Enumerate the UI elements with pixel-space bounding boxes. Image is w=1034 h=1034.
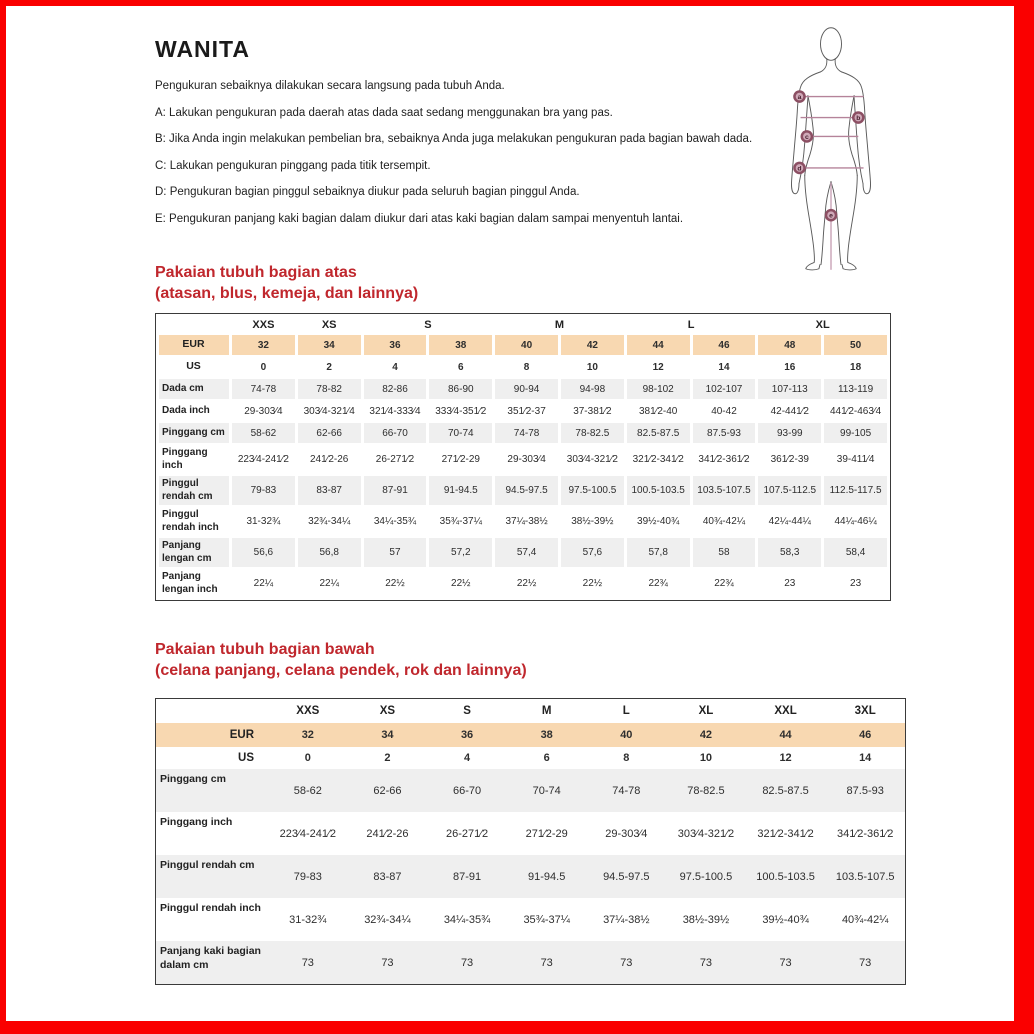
size-value-cell: 91-94.5 (507, 855, 587, 898)
instruction-line: Pengukuran sebaiknya dilakukan secara langsung pada tubuh Anda. (155, 80, 505, 92)
size-header-row (156, 699, 905, 723)
size-value-cell: 94-98 (561, 379, 624, 399)
size-value-cell: 79-83 (268, 855, 348, 898)
section-title-line: (atasan, blus, kemeja, dan lainnya) (155, 285, 419, 302)
right-inner-leg (831, 182, 841, 265)
size-value-cell: 32 (232, 335, 295, 355)
size-value-cell: 38½-39½ (682, 913, 730, 926)
size-value-cell: 39½-40¾ (637, 516, 680, 527)
size-value-cell: 42 (666, 723, 746, 747)
size-value-cell: 83-87 (298, 476, 361, 505)
size-group-header: 3XL (854, 705, 876, 717)
table-row (159, 507, 887, 536)
size-value-cell: 38 (507, 723, 587, 747)
row-label: Pinggul rendah inch (162, 509, 219, 533)
size-value-cell: 333⁄4-351⁄2 (435, 405, 487, 417)
svg-text:c: c (804, 133, 809, 141)
table-row (156, 723, 905, 747)
size-value-cell: 351⁄2-37 (507, 405, 546, 417)
size-value-cell: 50 (824, 335, 887, 355)
size-value-cell: 97.5-100.5 (561, 476, 624, 505)
size-value-cell: 26-271⁄2 (375, 454, 415, 465)
size-value-cell: 70-74 (429, 423, 492, 443)
size-value-cell: 32¾-34¼ (364, 913, 411, 926)
size-value-cell: 97.5-100.5 (666, 855, 746, 898)
table-row (156, 898, 905, 941)
table-row (156, 855, 905, 898)
table-row (159, 445, 887, 474)
size-value-cell: 73 (427, 941, 507, 984)
row-label: US (238, 751, 254, 764)
size-value-cell: 93-99 (758, 423, 821, 443)
size-value-cell: 22½ (516, 578, 537, 589)
size-value-cell: 73 (268, 941, 348, 984)
section-title-line: Pakaian tubuh bagian bawah (155, 641, 375, 658)
size-value-cell: 58-62 (268, 769, 348, 812)
size-value-cell: 70-74 (507, 769, 587, 812)
size-value-cell: 14 (718, 361, 730, 373)
svg-text:e: e (829, 212, 833, 220)
corner-cell (159, 316, 229, 333)
row-label: Pinggul rendah cm (156, 855, 268, 898)
size-value-cell: 82.5-87.5 (627, 423, 690, 443)
size-value-cell: 223⁄4-241⁄2 (237, 454, 289, 465)
section-title-line: (celana panjang, celana pendek, rok dan lainnya) (155, 662, 527, 679)
size-value-cell: 2 (326, 361, 332, 373)
size-value-cell: 42 (561, 335, 624, 355)
size-value-cell: 39½-40¾ (762, 913, 809, 926)
corner-cell (156, 699, 268, 723)
size-value-cell: 32¾-34¼ (308, 516, 351, 527)
size-value-cell: 22¾ (648, 578, 668, 589)
size-value-cell: 56,6 (232, 538, 295, 567)
size-value-cell: 40¾-42¼ (702, 516, 746, 527)
size-value-cell: 74-78 (587, 769, 667, 812)
svg-text:b: b (856, 115, 861, 123)
table-row (159, 569, 887, 598)
row-label: EUR (156, 723, 268, 747)
size-value-cell: 22½ (582, 578, 603, 589)
size-value-cell: 381⁄2-40 (638, 405, 678, 417)
size-value-cell: 12 (779, 752, 792, 764)
size-value-cell: 94.5-97.5 (587, 855, 667, 898)
size-value-cell: 241⁄2-26 (310, 454, 349, 465)
size-group-header: XS (379, 705, 396, 717)
size-value-cell: 100.5-103.5 (627, 476, 690, 505)
size-value-cell: 56,8 (298, 538, 361, 567)
size-value-cell: 22½ (385, 578, 405, 589)
size-group-header: S (424, 318, 432, 331)
upper-body-section-title (155, 262, 418, 304)
size-value-cell: 22½ (451, 578, 471, 589)
instruction-line: D: Pengukuran bagian pinggul sebaiknya diukur pada seluruh bagian pinggul Anda. (155, 186, 580, 198)
size-value-cell: 87.5-93 (825, 769, 905, 812)
size-value-cell: 102-107 (693, 379, 756, 399)
marker-c (801, 130, 814, 143)
size-value-cell: 103.5-107.5 (825, 855, 905, 898)
size-value-cell: 66-70 (427, 769, 507, 812)
size-value-cell: 40-42 (711, 405, 737, 417)
size-value-cell: 34 (298, 335, 361, 355)
right-arm-outline (842, 72, 871, 194)
row-label: Panjang lengan cm (159, 538, 229, 567)
row-label: Dada inch (162, 404, 210, 416)
body-measurement-figure (776, 22, 886, 274)
size-value-cell: 35¾-37¼ (523, 913, 570, 926)
size-value-cell: 57,8 (627, 538, 690, 567)
row-label: Pinggang inch (162, 447, 208, 471)
size-value-cell: 46 (693, 335, 756, 355)
table-row (159, 379, 887, 399)
size-value-cell: 73 (507, 941, 587, 984)
size-value-cell: 4 (464, 752, 471, 764)
size-value-cell: 10 (586, 361, 598, 373)
table-row (159, 423, 887, 443)
left-inner-leg (821, 182, 831, 265)
size-value-cell: 26-271⁄2 (445, 827, 489, 840)
size-value-cell: 37¼-38½ (505, 516, 548, 527)
size-value-cell: 36 (427, 723, 507, 747)
size-group-header: M (554, 318, 565, 331)
row-label: Pinggul rendah cm (159, 476, 229, 505)
size-group-header: XL (815, 318, 830, 331)
size-group-header: L (687, 318, 695, 331)
size-value-cell: 91-94.5 (429, 476, 492, 505)
table-row (159, 335, 887, 355)
table-row (156, 812, 905, 855)
table-row (156, 747, 905, 769)
size-value-cell: 16 (784, 361, 796, 373)
size-value-cell: 87-91 (427, 855, 507, 898)
table-row (159, 538, 887, 567)
size-value-cell: 0 (304, 752, 311, 764)
svg-text:a: a (797, 94, 802, 102)
size-value-cell: 86-90 (429, 379, 492, 399)
size-value-cell: 73 (348, 941, 428, 984)
size-value-cell: 22¼ (319, 578, 339, 589)
size-value-cell: 321⁄4-333⁄4 (369, 405, 421, 417)
head-outline (821, 28, 842, 61)
marker-a (793, 90, 806, 103)
size-value-cell: 23 (784, 578, 796, 589)
size-value-cell: 98-102 (627, 379, 690, 399)
size-value-cell: 107-113 (758, 379, 821, 399)
size-value-cell: 12 (652, 361, 664, 373)
measurement-lines (798, 97, 863, 270)
size-value-cell: 341⁄2-361⁄2 (698, 454, 750, 465)
size-group-header: XL (698, 705, 714, 717)
size-value-cell: 103.5-107.5 (693, 476, 756, 505)
size-value-cell: 39-411⁄4 (836, 454, 875, 465)
size-value-cell: 22¼ (253, 578, 274, 589)
size-value-cell: 62-66 (298, 423, 361, 443)
neck-left (821, 59, 827, 72)
size-value-cell: 46 (825, 723, 905, 747)
size-value-cell: 0 (260, 361, 267, 373)
size-value-cell: 8 (523, 361, 530, 373)
size-value-cell: 78-82 (298, 379, 361, 399)
size-value-cell: 4 (392, 361, 398, 373)
size-value-cell: 40¾-42¼ (841, 913, 889, 926)
instruction-line: A: Lakukan pengukuran pada daerah atas dada saat sedang menggunakan bra yang pas. (155, 106, 613, 119)
row-label: Pinggul rendah inch (160, 902, 261, 914)
size-group-header: S (463, 705, 471, 717)
size-value-cell: 37-381⁄2 (573, 405, 612, 417)
size-value-cell: 79-83 (232, 476, 295, 505)
size-value-cell: 321⁄2-341⁄2 (757, 827, 814, 840)
upper-body-size-table (155, 313, 891, 601)
size-value-cell: 10 (699, 752, 713, 764)
size-value-cell: 18 (850, 361, 862, 373)
size-value-cell: 73 (587, 941, 667, 984)
size-value-cell: 34¼-35¾ (443, 913, 491, 926)
left-leg-foot (805, 175, 820, 270)
size-value-cell: 78-82.5 (666, 769, 746, 812)
size-value-cell: 32 (268, 723, 348, 747)
size-value-cell: 82-86 (364, 379, 427, 399)
lower-body-section-title (155, 639, 527, 681)
size-group-header: M (541, 705, 552, 717)
size-value-cell: 83-87 (348, 855, 428, 898)
size-value-cell: 107.5-112.5 (758, 476, 821, 505)
size-value-cell: 112.5-117.5 (824, 476, 887, 505)
size-value-cell: 44¼-46¼ (834, 516, 877, 527)
size-value-cell: 341⁄2-361⁄2 (837, 827, 894, 840)
row-label: Panjang kaki bagian dalam cm (156, 941, 268, 984)
size-value-cell: 100.5-103.5 (746, 855, 826, 898)
row-label: Pinggang inch (160, 816, 233, 828)
size-value-cell: 241⁄2-26 (366, 827, 409, 840)
row-label: Panjang lengan inch (162, 571, 218, 595)
measurement-instructions (155, 80, 795, 239)
size-value-cell: 44 (627, 335, 690, 355)
size-value-cell: 29-303⁄4 (605, 827, 648, 840)
size-value-cell: 73 (825, 941, 905, 984)
size-group-header: XXL (774, 705, 797, 717)
size-value-cell: 14 (859, 752, 872, 764)
size-value-cell: 361⁄2-39 (770, 454, 809, 465)
size-value-cell: 90-94 (495, 379, 558, 399)
marker-b (852, 111, 865, 124)
row-label: EUR (159, 335, 229, 355)
size-value-cell: 223⁄4-241⁄2 (279, 827, 336, 840)
size-value-cell: 94.5-97.5 (495, 476, 558, 505)
row-label: Dada cm (159, 379, 229, 399)
table-row (159, 476, 887, 505)
size-value-cell: 73 (666, 941, 746, 984)
marker-d (793, 162, 806, 175)
size-value-cell: 48 (758, 335, 821, 355)
right-inner-arm (854, 98, 863, 184)
size-value-cell: 58-62 (232, 423, 295, 443)
size-value-cell: 42¼-44¼ (768, 516, 811, 527)
size-value-cell: 303⁄4-321⁄2 (677, 827, 735, 840)
instruction-line: C: Lakukan pengukuran pinggang pada titik tersempit. (155, 159, 431, 172)
size-value-cell: 42-441⁄2 (770, 405, 809, 417)
size-value-cell: 57,6 (561, 538, 624, 567)
size-group-header: L (622, 705, 630, 717)
table-row (159, 357, 887, 377)
marker-e (825, 209, 838, 222)
size-value-cell: 321⁄2-341⁄2 (632, 454, 684, 465)
size-value-cell: 271⁄2-29 (525, 827, 568, 840)
size-value-cell: 57 (364, 538, 427, 567)
size-value-cell: 44 (746, 723, 826, 747)
size-value-cell: 31-32¾ (289, 913, 327, 926)
size-group-header: XXS (296, 705, 320, 717)
size-group-header: XXS (252, 318, 275, 331)
size-value-cell: 303⁄4-321⁄2 (566, 454, 618, 465)
right-leg-foot (842, 175, 857, 270)
size-value-cell: 36 (364, 335, 427, 355)
size-value-cell: 87-91 (364, 476, 427, 505)
size-group-header: XS (321, 318, 337, 331)
size-value-cell: 29-303⁄4 (244, 405, 283, 417)
size-value-cell: 38½-39½ (571, 516, 614, 527)
size-value-cell: 6 (543, 752, 550, 764)
size-value-cell: 58,4 (824, 538, 887, 567)
row-label: US (186, 360, 201, 373)
size-value-cell: 8 (623, 752, 630, 764)
table-row (156, 941, 905, 984)
table-row (159, 401, 887, 421)
size-value-cell: 99-105 (824, 423, 887, 443)
size-value-cell: 66-70 (364, 423, 427, 443)
size-value-cell: 22¾ (714, 578, 734, 589)
size-value-cell: 82.5-87.5 (746, 769, 826, 812)
size-value-cell: 57,4 (495, 538, 558, 567)
size-value-cell: 73 (746, 941, 826, 984)
size-value-cell: 78-82.5 (561, 423, 624, 443)
size-value-cell: 441⁄2-463⁄4 (830, 405, 882, 417)
lower-body-size-table (155, 698, 906, 985)
body-figure-svg (776, 22, 886, 274)
size-value-cell: 74-78 (495, 423, 558, 443)
neck-right (835, 59, 841, 72)
size-value-cell: 31-32¾ (246, 516, 281, 527)
size-value-cell: 34 (348, 723, 428, 747)
section-title-line: Pakaian tubuh bagian atas (155, 264, 357, 281)
row-label: Pinggang cm (159, 423, 229, 443)
size-header-row (159, 316, 887, 333)
size-value-cell: 40 (587, 723, 667, 747)
row-label: Pinggang cm (156, 769, 268, 812)
size-value-cell: 38 (429, 335, 492, 355)
size-value-cell: 113-119 (824, 379, 887, 399)
size-value-cell: 87.5-93 (693, 423, 756, 443)
size-value-cell: 62-66 (348, 769, 428, 812)
size-value-cell: 34¼-35¾ (373, 516, 417, 527)
table-row (156, 769, 905, 812)
size-value-cell: 271⁄2-29 (441, 454, 480, 465)
instruction-line: E: Pengukuran panjang kaki bagian dalam diukur dari atas kaki bagian dalam sampai menyentuh lantai. (155, 212, 684, 225)
svg-text:d: d (797, 165, 802, 173)
size-value-cell: 58,3 (758, 538, 821, 567)
size-value-cell: 35¾-37¼ (439, 516, 482, 527)
size-value-cell: 40 (495, 335, 558, 355)
size-value-cell: 74-78 (232, 379, 295, 399)
size-value-cell: 23 (850, 578, 862, 589)
size-value-cell: 2 (384, 752, 391, 764)
size-value-cell: 57,2 (429, 538, 492, 567)
size-value-cell: 58 (693, 538, 756, 567)
page-title: WANITA (155, 36, 251, 62)
size-value-cell: 6 (458, 361, 464, 373)
size-value-cell: 37¼-38½ (603, 913, 650, 926)
right-torso-side (849, 96, 861, 176)
instruction-line: B: Jika Anda ingin melakukan pembelian bra, sebaiknya Anda juga melakukan pengukuran pada bagian bawah dada. (155, 133, 753, 145)
size-value-cell: 303⁄4-321⁄4 (303, 405, 355, 417)
size-value-cell: 29-303⁄4 (507, 454, 546, 465)
